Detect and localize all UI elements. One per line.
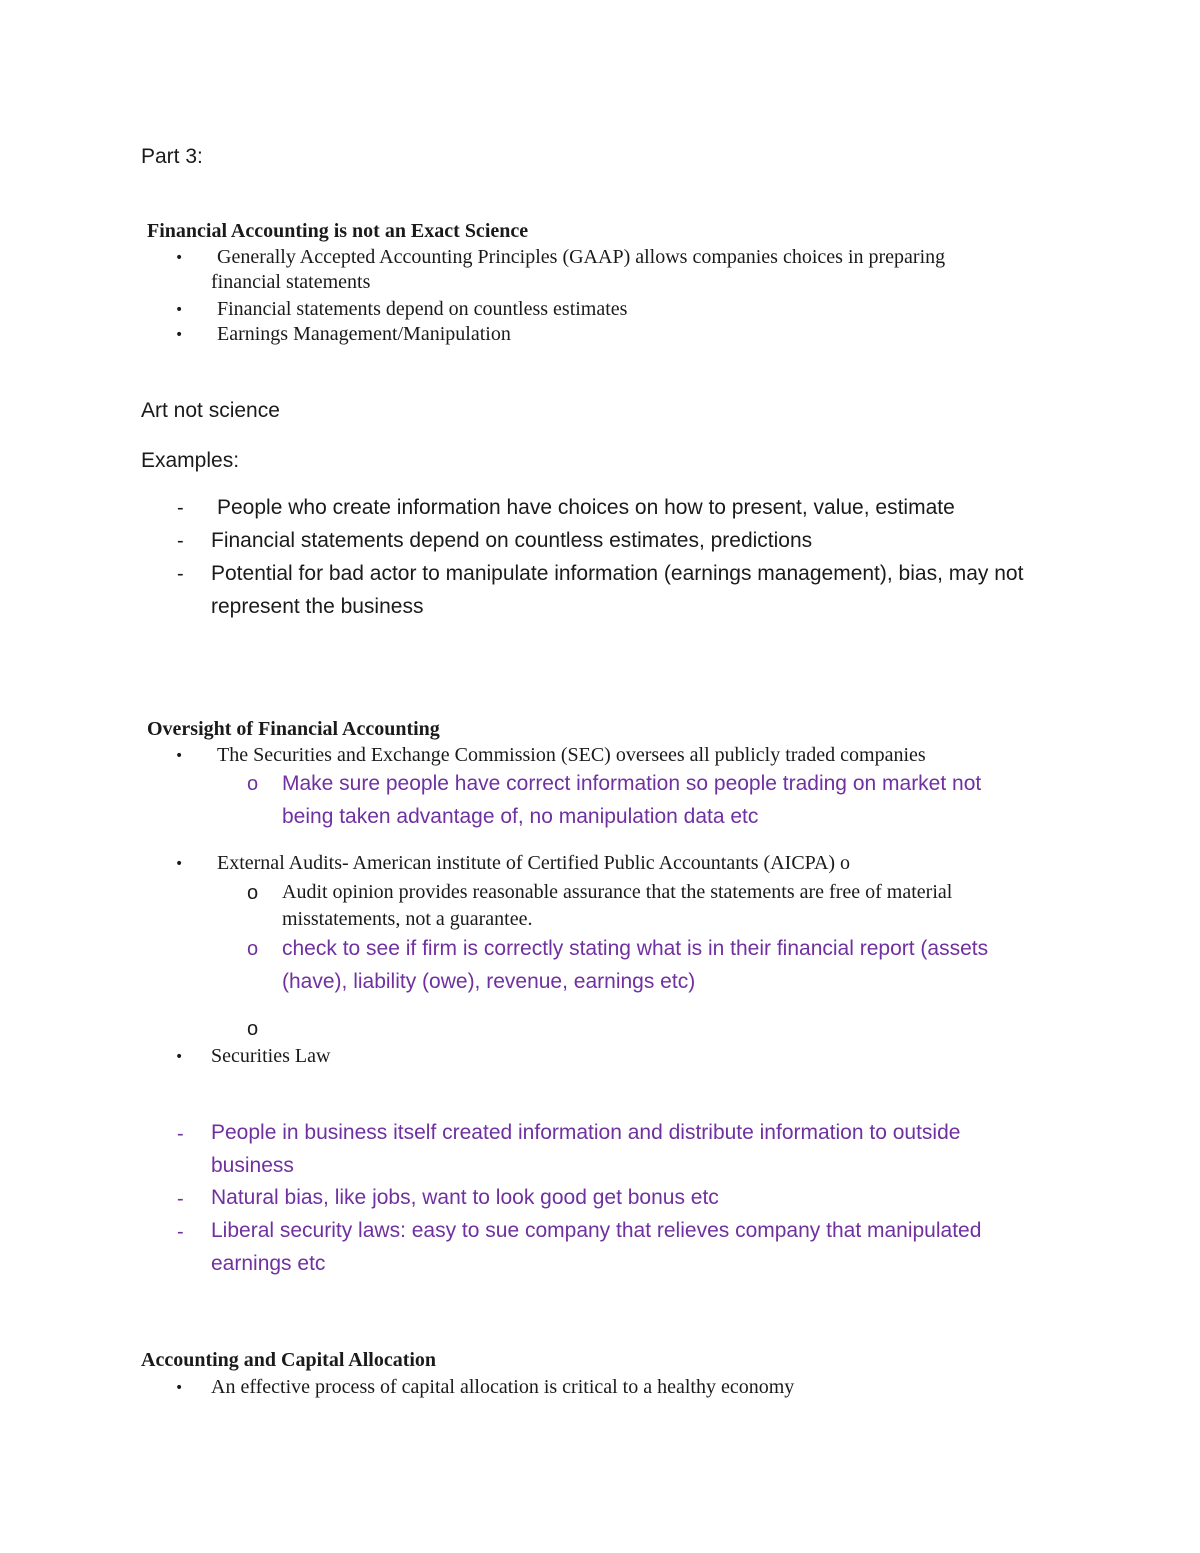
bullet-icon: • xyxy=(175,302,184,318)
audit-opinion-text: Audit opinion provides reasonable assurance that the statements are free of material xyxy=(282,881,953,903)
example-item-choices: People who create information have choices on how to present, value, estimate xyxy=(217,496,955,519)
circle-bullet-icon: o xyxy=(247,773,259,795)
bullet-icon: • xyxy=(175,1380,184,1396)
audit-opinion-text-cont: misstatements, not a guarantee. xyxy=(282,908,533,930)
examples-label: Examples: xyxy=(141,449,240,472)
bullet-icon: • xyxy=(175,1049,184,1065)
note-natural-bias: Natural bias, like jobs, want to look good get bonus etc xyxy=(211,1186,719,1209)
circle-bullet-icon: o xyxy=(247,1018,259,1040)
bullet-text-sec: The Securities and Exchange Commission (SEC) oversees all publicly traded companies xyxy=(217,744,926,766)
note-security-laws-cont: earnings etc xyxy=(211,1252,326,1275)
example-item-estimates: Financial statements depend on countless estimates, predictions xyxy=(211,529,813,552)
bullet-icon: • xyxy=(175,856,184,872)
bullet-icon: • xyxy=(175,327,184,343)
dash-marker: - xyxy=(177,1188,184,1210)
circle-bullet-icon: o xyxy=(247,938,259,960)
dash-marker: - xyxy=(177,497,184,519)
bullet-text-estimates: Financial statements depend on countless estimates xyxy=(217,298,628,320)
dash-marker: - xyxy=(177,1221,184,1243)
example-item-bad-actor: Potential for bad actor to manipulate information (earnings management), bias, may not xyxy=(211,562,1024,585)
dash-marker: - xyxy=(177,563,184,585)
bullet-text-external-audits: External Audits- American institute of Certified Public Accountants (AICPA) o xyxy=(217,852,851,874)
note-security-laws: Liberal security laws: easy to sue company that relieves company that manipulated xyxy=(211,1219,982,1242)
part-heading: Part 3: xyxy=(141,145,203,168)
note-business-info-cont: business xyxy=(211,1154,294,1177)
bullet-text-gaap: Generally Accepted Accounting Principles (GAAP) allows companies choices in preparing xyxy=(217,246,946,268)
section-title-oversight: Oversight of Financial Accounting xyxy=(147,718,440,740)
section-title-capital-allocation: Accounting and Capital Allocation xyxy=(141,1349,437,1371)
audit-note-text-cont: (have), liability (owe), revenue, earnings etc) xyxy=(282,970,696,993)
bullet-icon: • xyxy=(175,748,184,764)
art-not-science-text: Art not science xyxy=(141,399,280,422)
dash-marker: - xyxy=(177,1123,184,1145)
dash-marker: - xyxy=(177,530,184,552)
section-title-exact-science: Financial Accounting is not an Exact Science xyxy=(147,220,529,242)
circle-bullet-icon: o xyxy=(247,882,259,904)
bullet-text-capital-allocation: An effective process of capital allocation is critical to a healthy economy xyxy=(211,1376,795,1398)
audit-note-text: check to see if firm is correctly stating what is in their financial report (assets xyxy=(282,937,989,960)
bullet-text-gaap-cont: financial statements xyxy=(211,271,371,293)
note-business-info: People in business itself created information and distribute information to outside xyxy=(211,1121,961,1144)
bullet-text-earnings: Earnings Management/Manipulation xyxy=(217,323,511,345)
example-item-bad-actor-cont: represent the business xyxy=(211,595,424,618)
bullet-icon: • xyxy=(175,250,184,266)
sec-note-text: Make sure people have correct information so people trading on market not xyxy=(282,772,982,795)
sec-note-text-cont: being taken advantage of, no manipulation data etc xyxy=(282,805,759,828)
bullet-text-securities-law: Securities Law xyxy=(211,1045,331,1067)
